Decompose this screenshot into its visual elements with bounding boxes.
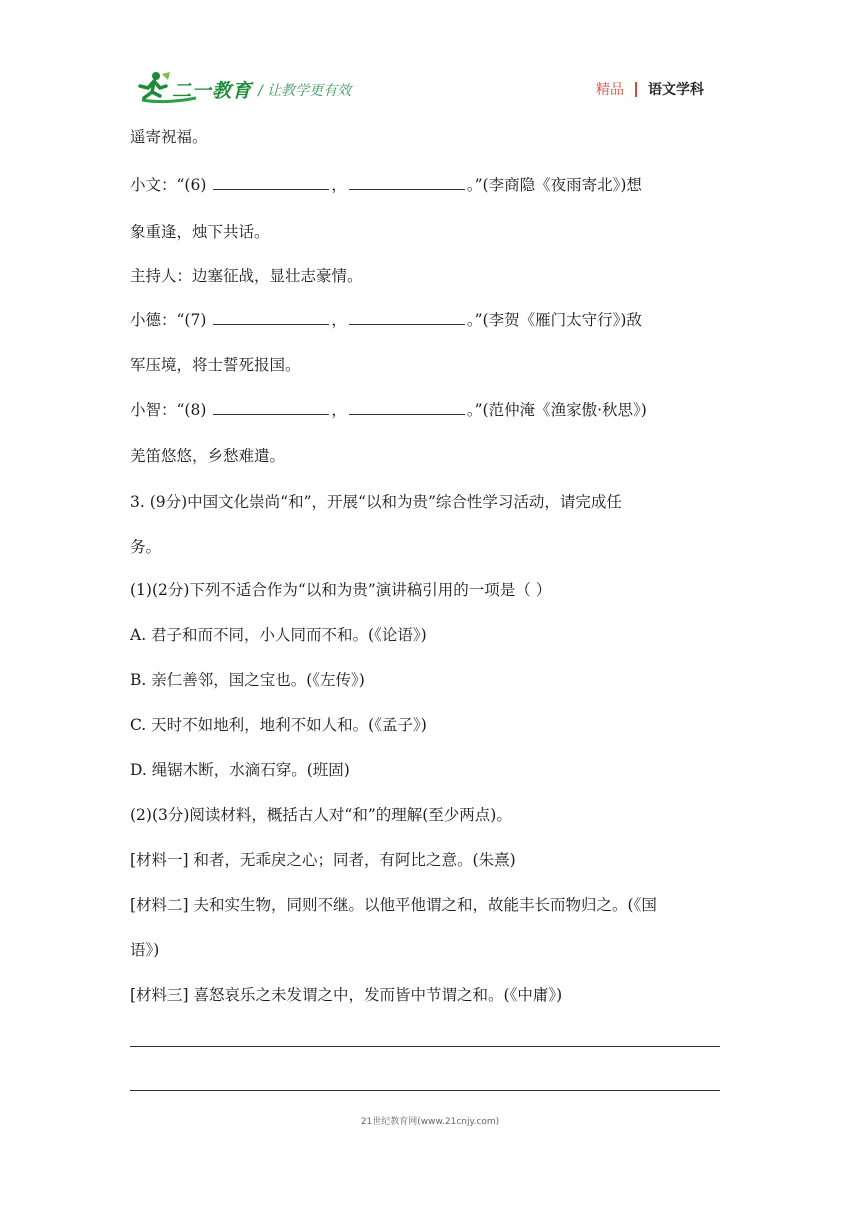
text-line: 遥寄祝福。 [130,128,208,146]
text-line: 主持人：边塞征战，显壮志豪情。 [130,267,363,285]
slogan: / 让教学更有效 [258,83,352,99]
quality-tag: 精品 [596,82,624,98]
logo-text: 二一教育 [172,80,253,102]
text-line: 语》) [130,941,160,959]
answer-blank[interactable] [349,400,465,415]
answer-line[interactable] [130,1046,720,1047]
footer: 21世纪教育网(www.21cnjy.com) [360,1117,500,1127]
material-3: [材料三] 喜怒哀乐之未发谓之中，发而皆中节谓之和。(《中庸》) [130,986,563,1004]
speaker-prompt: 小智：“(8) [130,401,207,419]
text-line: 军压境，将士誓死报国。 [130,356,301,374]
answer-blank[interactable] [349,175,465,190]
speaker-prompt: 小文：“(6) [130,176,207,194]
material-2: [材料二] 夫和实生物，同则不继。以他平他谓之和，故能丰长而物归之。(《国 [130,896,657,914]
subject-tag: 语文学科 [648,82,704,98]
option-d: D. 绳锯木断，水滴石穿。(班固) [130,761,350,779]
source-citation: 。”(范仲淹《渔家傲·秋思》) [466,401,647,419]
question-3-stem: 3. (9分)中国文化崇尚“和”，开展“以和为贵”综合性学习活动，请完成任 [130,493,622,511]
comma: ， [331,176,347,194]
sub-question-2: (2)(3分)阅读材料，概括古人对“和”的理解(至少两点)。 [130,806,512,824]
text-line: 象重逢，烛下共话。 [130,223,270,241]
answer-blank[interactable] [213,310,329,325]
fill-blank-line-7 [130,310,734,330]
sub-question-1: (1)(2分)下列不适合作为“以和为贵”演讲稿引用的一项是（ ） [130,581,552,599]
header-tags [596,79,704,99]
option-b: B. 亲仁善邻，国之宝也。(《左传》) [130,671,365,689]
text-line: 羌笛悠悠，乡愁难遣。 [130,447,286,465]
page-header [0,0,860,110]
comma: ， [331,311,347,329]
answer-blank[interactable] [213,400,329,415]
answer-blank[interactable] [213,175,329,190]
text-line: 务。 [130,538,162,556]
option-a: A. 君子和而不同，小人同而不和。(《论语》) [130,626,427,644]
speaker-prompt: 小德：“(7) [130,311,207,329]
comma: ， [331,401,347,419]
source-citation: 。”(李贺《雁门太守行》)敌 [466,311,642,329]
answer-blank[interactable] [349,310,465,325]
tag-divider [635,82,637,97]
material-1: [材料一] 和者，无乖戾之心；同者，有阿比之意。(朱熹) [130,851,516,869]
answer-line[interactable] [130,1090,720,1091]
fill-blank-line-6 [130,175,734,195]
source-citation: 。”(李商隐《夜雨寄北》)想 [466,176,642,194]
fill-blank-line-8 [130,400,734,420]
option-c: C. 天时不如地利，地利不如人和。(《孟子》) [130,716,427,734]
